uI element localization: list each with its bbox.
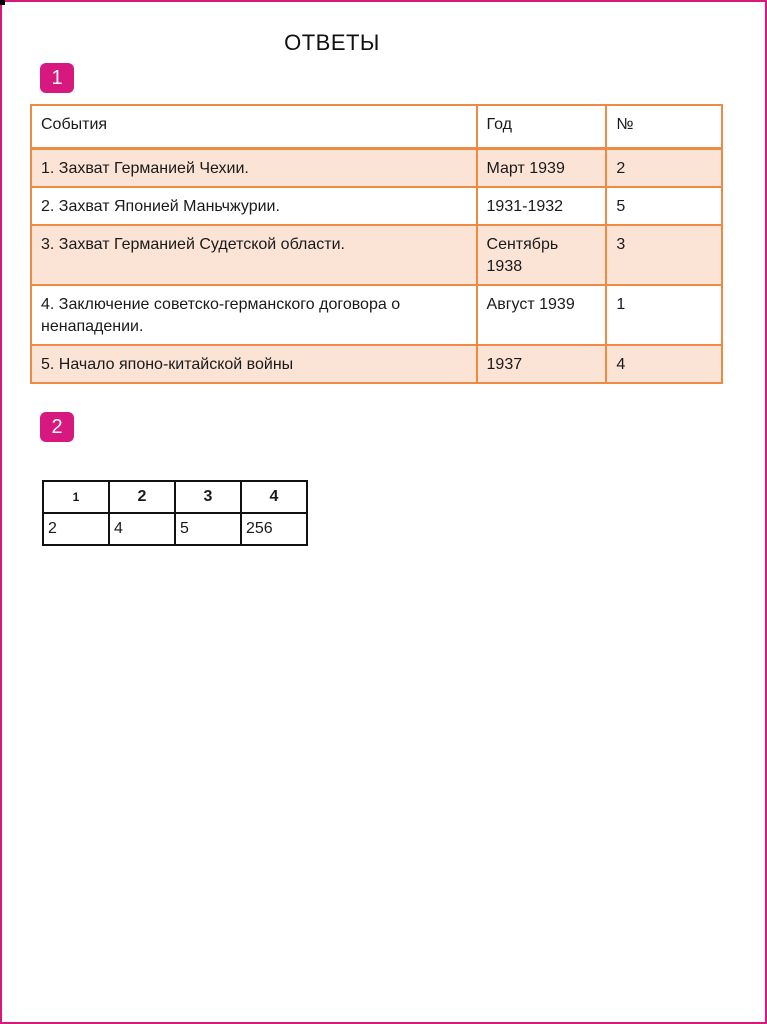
answers-header-cell: 1: [43, 481, 109, 513]
year-cell: 1931-1932: [477, 187, 607, 225]
table-header-row: [31, 105, 722, 149]
event-cell: 2. Захват Японией Маньчжурии.: [31, 187, 477, 225]
answers-header-cell: 3: [175, 481, 241, 513]
header-number: №: [606, 105, 722, 149]
year-cell: Август 1939: [477, 285, 607, 345]
event-cell: 5. Начало японо-китайской войны: [31, 345, 477, 383]
events-table: [30, 104, 723, 384]
answers-table: [42, 480, 308, 546]
number-cell: 5: [606, 187, 722, 225]
section-badge-1: 1: [40, 63, 74, 93]
answers-header-cell: 4: [241, 481, 307, 513]
table-row: [31, 149, 722, 188]
table-row: [31, 345, 722, 383]
page-title: ОТВЕТЫ: [284, 30, 380, 55]
year-cell: Март 1939: [477, 149, 607, 188]
year-cell: 1937: [477, 345, 607, 383]
answers-value-cell: 5: [175, 513, 241, 545]
number-cell: 3: [606, 225, 722, 285]
number-cell: 2: [606, 149, 722, 188]
header-year: Год: [477, 105, 607, 149]
answers-value-cell: 256: [241, 513, 307, 545]
table-row: [31, 225, 722, 285]
answers-value-row: [43, 513, 307, 545]
event-cell: 4. Заключение советско-германского договора о ненападении.: [31, 285, 477, 345]
corner-mark: [0, 0, 5, 5]
header-events: События: [31, 105, 477, 149]
table-row: [31, 285, 722, 345]
number-cell: 4: [606, 345, 722, 383]
answers-header-row: [43, 481, 307, 513]
answers-header-cell: 2: [109, 481, 175, 513]
year-cell: Сентябрь 1938: [477, 225, 607, 285]
answers-value-cell: 2: [43, 513, 109, 545]
answers-value-cell: 4: [109, 513, 175, 545]
event-cell: 1. Захват Германией Чехии.: [31, 149, 477, 188]
event-cell: 3. Захват Германией Судетской области.: [31, 225, 477, 285]
number-cell: 1: [606, 285, 722, 345]
table-row: [31, 187, 722, 225]
section-badge-2: 2: [40, 412, 74, 442]
